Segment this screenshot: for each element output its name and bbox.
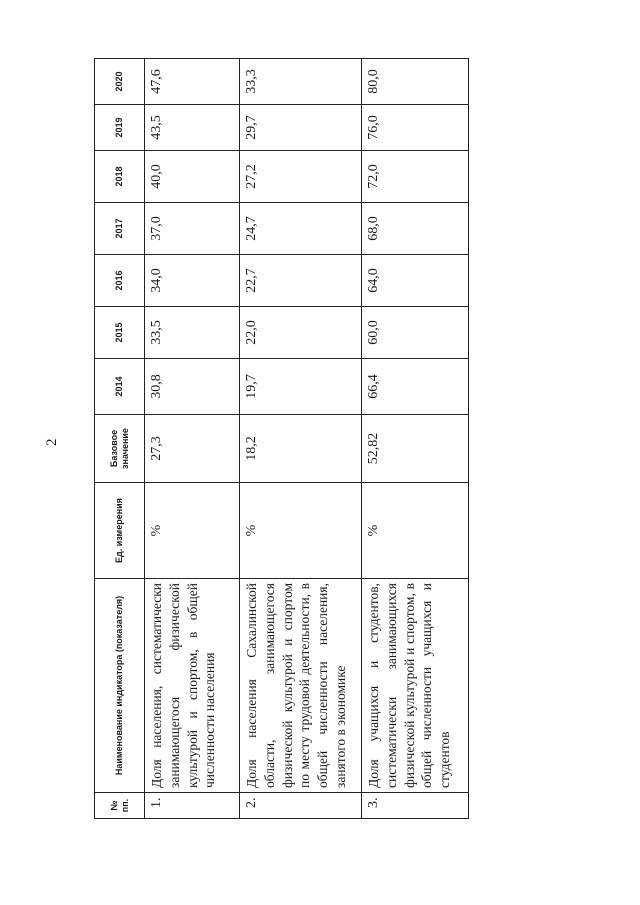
header-name: Наименование индикатора (показателя) <box>95 579 145 793</box>
header-num: № пп. <box>95 793 145 819</box>
row-number: 3. <box>362 793 469 819</box>
year-value-cell: 27,2 <box>240 151 362 203</box>
base-value-cell: 27,3 <box>145 415 240 483</box>
year-value-cell: 68,0 <box>362 203 469 255</box>
header-year: 2019 <box>95 105 145 151</box>
year-value-cell: 43,5 <box>145 105 240 151</box>
year-value-cell: 72,0 <box>362 151 469 203</box>
year-value-cell: 76,0 <box>362 105 469 151</box>
page-number: 2 <box>44 438 60 446</box>
year-value-cell: 22,7 <box>240 255 362 307</box>
year-value-cell: 80,0 <box>362 59 469 105</box>
year-value-cell: 22,0 <box>240 307 362 359</box>
header-unit: Ед. измерения <box>95 483 145 579</box>
row-number: 2. <box>240 793 362 819</box>
table-row <box>145 59 240 819</box>
year-value-cell: 30,8 <box>145 359 240 415</box>
base-value-cell: 52,82 <box>362 415 469 483</box>
year-value-cell: 60,0 <box>362 307 469 359</box>
year-value-cell: 66,4 <box>362 359 469 415</box>
year-value-cell: 40,0 <box>145 151 240 203</box>
unit-cell: % <box>362 483 469 579</box>
header-year: 2020 <box>95 59 145 105</box>
year-value-cell: 29,7 <box>240 105 362 151</box>
header-year: 2014 <box>95 359 145 415</box>
rotated-table-wrapper <box>94 59 468 819</box>
indicator-name: Доля учащихся и студентов, систематически занимающихся физической культурой и спортом, в общей численности учащихся и студентов <box>362 579 469 793</box>
header-year: 2015 <box>95 307 145 359</box>
indicators-table <box>94 58 469 819</box>
year-value-cell: 47,6 <box>145 59 240 105</box>
year-value-cell: 34,0 <box>145 255 240 307</box>
row-number: 1. <box>145 793 240 819</box>
base-value-cell: 18,2 <box>240 415 362 483</box>
year-value-cell: 33,5 <box>145 307 240 359</box>
year-value-cell: 24,7 <box>240 203 362 255</box>
header-base: Базовое значение <box>95 415 145 483</box>
indicator-name: Доля населения Сахалинской области, занимающегося физической культурой и спортом по месту трудовой деятельности, в общей численности населения, занятого в экономике <box>240 579 362 793</box>
unit-cell: % <box>145 483 240 579</box>
unit-cell: % <box>240 483 362 579</box>
year-value-cell: 37,0 <box>145 203 240 255</box>
year-value-cell: 19,7 <box>240 359 362 415</box>
header-year: 2018 <box>95 151 145 203</box>
table-row <box>362 59 469 819</box>
year-value-cell: 33,3 <box>240 59 362 105</box>
indicator-name: Доля населения, систематически занимающегося физической культурой и спортом, в общей численности населения <box>145 579 240 793</box>
header-year: 2017 <box>95 203 145 255</box>
table-row <box>240 59 362 819</box>
year-value-cell: 64,0 <box>362 255 469 307</box>
header-row <box>95 59 145 819</box>
header-year: 2016 <box>95 255 145 307</box>
